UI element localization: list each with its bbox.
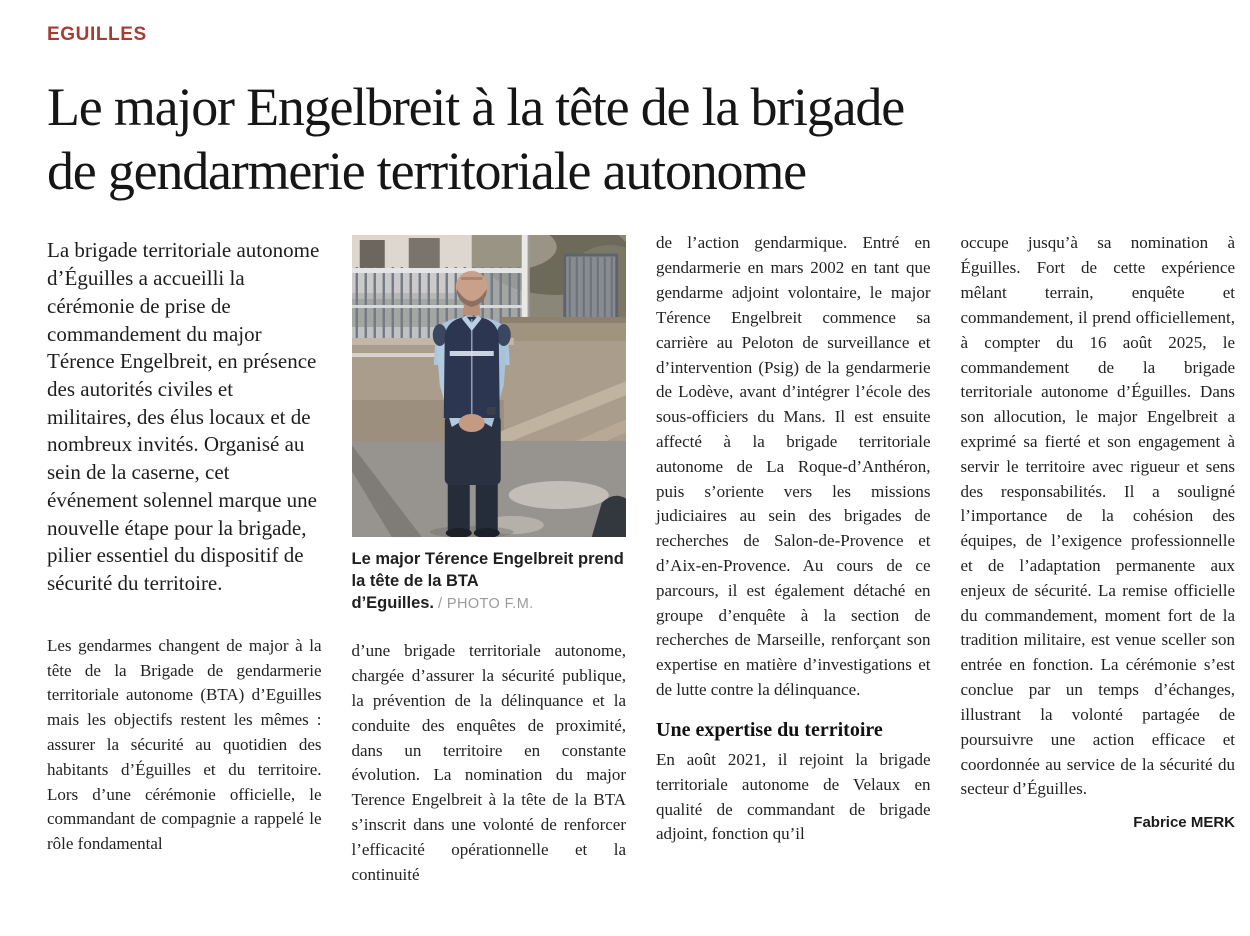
lead-paragraph: La brigade territoriale autonome d’Éguilles a accueilli la cérémonie de prise de commandement du major Térence Engelbreit, en présence des autorités civiles et militaires, des élus locaux et de nombreux invités. Organisé au sein de la caserne, cet événement solennel marque une nouvelle étape pour la brigade, pilier essentiel du dispositif de sécurité du territoire. (47, 238, 320, 596)
headline (47, 76, 1235, 203)
caption-text: Le major Térence Engelbreit prend la tête de la BTA d’Eguilles. (351, 550, 624, 613)
section-kicker: EGUILLES (47, 24, 147, 45)
headline-line: de gendarmerie territoriale autonome (47, 140, 806, 201)
column-1 (47, 231, 322, 887)
photo-credit: / PHOTO F.M. (438, 596, 534, 613)
article-columns (47, 231, 1235, 887)
headline-line: Le major Engelbreit à la tête de la brigade (47, 77, 904, 137)
column-4 (961, 231, 1236, 887)
article-figure (352, 235, 627, 615)
column-2 (352, 231, 627, 887)
column-3 (656, 231, 931, 887)
body-paragraph: En août 2021, il rejoint la brigade territoriale autonome de Velaux en qualité de commandant de brigade adjoint, fonction qu’il (656, 749, 931, 844)
article-photo (352, 235, 627, 537)
body-paragraph: de l’action gendarmique. Entré en gendarmerie en mars 2002 en tant que gendarme adjoint volontaire, le major Térence Engelbreit commence sa carrière au Peloton de surveillance et d’intervention (Psig) de la gendarmerie de Lodève, avant d’intégrer l’école des sous-officiers du Mans. Il est ensuite affecté à la brigade territoriale autonome de La Roque-d’Anthéron, puis s’oriente vers les missions judiciaires au sein des brigades de recherches de Salon-de-Provence et d’Aix-en-Provence. Au cours de ce parcours, il est également détaché en groupe d’enquête à la section de recherches de Marseille, renforçant son expertise en matière d’investigations et de lutte contre la délinquance. (656, 233, 931, 700)
gendarme-photo-graphic (352, 235, 627, 537)
subheading: Une expertise du territoire (656, 718, 883, 741)
byline: Fabrice MERK (1133, 814, 1235, 832)
photo-caption (352, 549, 627, 615)
body-paragraph: occupe jusqu’à sa nomination à Éguilles. Fort de cette expérience mêlant terrain, enquête et commandement, il prend officiellement, à compter du 16 août 2025, le commandement de la brigade territoriale autonome d’Éguilles. Dans son allocution, le major Engelbreit a exprimé sa fierté et son engagement à servir le territoire avec rigueur et sens des responsabilités. Il a souligné l’importance de la cohésion des équipes, de l’exigence professionnelle et de l’adaptation permanente aux enjeux de sécurité. La remise officielle du commandement, moment fort de la tradition militaire, est venue sceller son entrée en fonction. La cérémonie s’est conclue par un temps d’échanges, illustrant la volonté partagée de poursuivre une action efficace et coordonnée au service de la sécurité du secteur d’Éguilles. (960, 233, 1235, 799)
body-paragraph: d’une brigade territoriale autonome, chargée d’assurer la sécurité publique, la prévention de la délinquance et la conduite des enquêtes de proximité, dans un territoire en constante évolution. La nomination du major Terence Engelbreit à la tête de la BTA s’inscrit dans une volonté de renforcer l’efficacité opérationnelle et la continuité (351, 641, 626, 884)
body-paragraph: Les gendarmes changent de major à la tête de la Brigade de gendarmerie territoriale autonome (BTA) d’Eguilles mais les objectifs restent les mêmes : assurer la sécurité au quotidien des habitants d’Éguilles et du territoire. Lors d’une cérémonie officielle, le commandant de compagnie a rappelé le rôle fondamental (47, 635, 322, 854)
